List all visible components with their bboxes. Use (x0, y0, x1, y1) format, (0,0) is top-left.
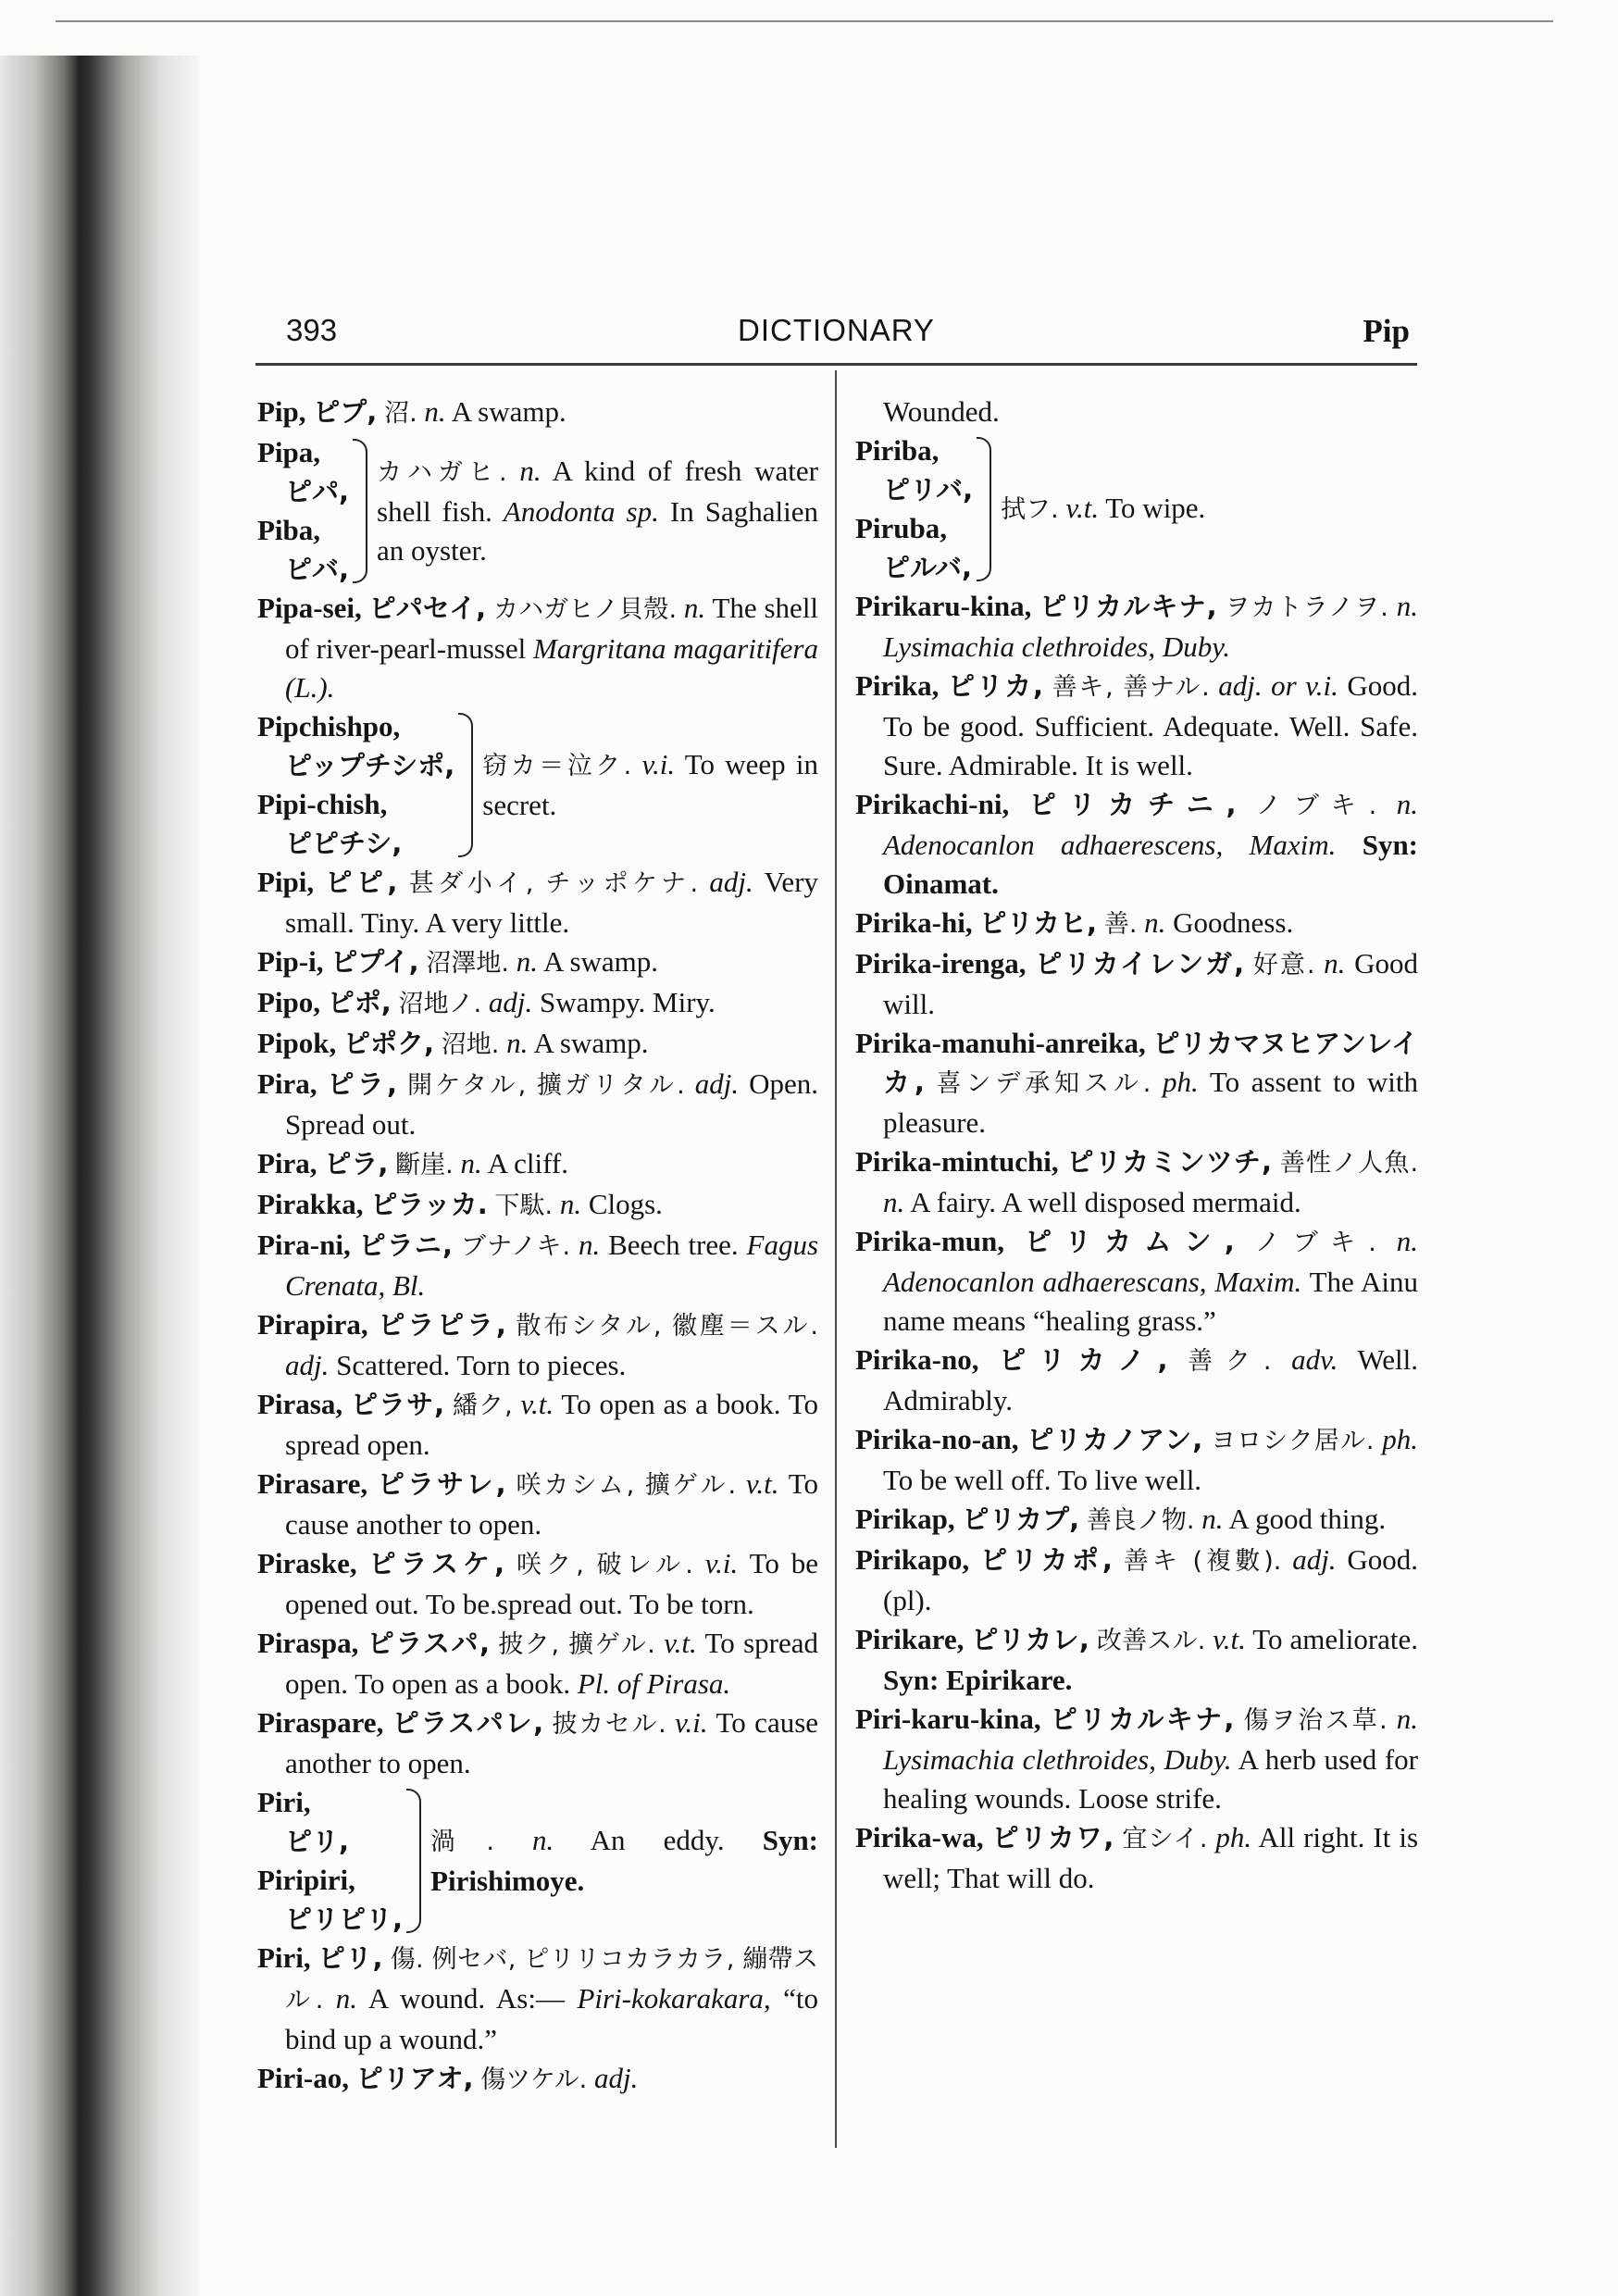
part-of-speech: adj. (488, 986, 533, 1018)
japanese-gloss: 善良ノ物. (1086, 1506, 1195, 1535)
japanese-gloss: 披カセル. (552, 1710, 666, 1739)
grouped-entry (257, 1783, 818, 1939)
synonym: Syn: Oinamat. (883, 829, 1419, 900)
part-of-speech: v.t. (1065, 492, 1100, 524)
headword: Piri-ao, (257, 2062, 349, 2094)
headword-kana: ピラスケ, (368, 1548, 505, 1579)
column-divider (835, 370, 837, 2148)
headword: Pipok, (257, 1027, 337, 1059)
part-of-speech: v.t. (664, 1627, 697, 1659)
dictionary-entry (855, 1420, 1418, 1500)
japanese-gloss: ブナノキ. (460, 1232, 571, 1261)
dictionary-entry (257, 1385, 818, 1465)
headword-kana: ピリカレ, (971, 1624, 1089, 1655)
headword: Piri, (257, 1941, 311, 1974)
part-of-speech: n. (1396, 788, 1419, 820)
part-of-speech: n. (1324, 947, 1346, 980)
headword: Pipa-sei, (257, 592, 362, 624)
dictionary-entry (855, 1620, 1418, 1700)
scientific-name: Margritana magaritifera (L.). (285, 632, 818, 704)
headword-kana: ピパ, (285, 476, 350, 507)
headword: Pirika-wa, (855, 1821, 984, 1853)
grouped-headwords (855, 431, 973, 587)
headword: Pirikap, (855, 1503, 955, 1535)
japanese-gloss: 開ケタル, 擴ガリタル. (407, 1071, 685, 1100)
japanese-gloss: 窃カ＝泣ク. (482, 752, 632, 780)
part-of-speech: v.t. (1213, 1623, 1246, 1655)
right-column (855, 393, 1418, 1898)
part-of-speech: adj. (709, 866, 753, 898)
headword-kana: ピリカポ, (979, 1544, 1113, 1576)
headword-kana: ピラッカ. (370, 1189, 488, 1220)
headword-kana: ピプイ, (330, 946, 419, 978)
definition: Good will. (883, 947, 1418, 1020)
headword-kana: ピリ, (317, 1942, 383, 1974)
headword: Pirika-irenga, (855, 947, 1027, 980)
definition-extra: The Ainu name means “healing grass.” (883, 1266, 1418, 1337)
dictionary-entry (257, 1465, 818, 1544)
headword: Pirika-manuhi-anreika, (855, 1027, 1146, 1059)
headword: Pirika, (855, 669, 940, 702)
part-of-speech: n. (1144, 906, 1166, 939)
synonym: Syn: Pirishimoye. (430, 1824, 819, 1897)
headword-kana: ピリカマヌヒアンレイカ, (883, 1028, 1418, 1098)
part-of-speech: v.i. (704, 1547, 739, 1579)
scientific-name: Lysimachia clethroides, Duby. (883, 1743, 1232, 1776)
definition: The shell of river-pearl-mussel (285, 592, 819, 665)
japanese-gloss: 改善スル. (1096, 1627, 1206, 1655)
dictionary-entry (855, 944, 1418, 1024)
top-rule (56, 20, 1553, 22)
headword: Pirikaru-kina, (855, 590, 1032, 622)
japanese-gloss: 咲ク, 破レル. (517, 1551, 693, 1579)
dictionary-entry (257, 863, 818, 942)
japanese-gloss: 好意. (1252, 951, 1315, 980)
scientific-name: Anodonta sp. (503, 495, 659, 528)
brace (977, 437, 991, 581)
grouped-entry (855, 431, 1418, 587)
definition: Swampy. Miry. (540, 986, 716, 1018)
japanese-gloss: 沼澤地. (426, 949, 509, 978)
dictionary-entry (855, 1142, 1418, 1222)
headword-kana: ピラ, (324, 1148, 389, 1179)
headword: Pirika-mun, (855, 1225, 1005, 1257)
definition: Goodness. (1173, 906, 1294, 939)
dictionary-entry (855, 1700, 1418, 1818)
definition: To be opened out. To be.spread out. To be torn. (285, 1547, 818, 1620)
book-spine-shadow (0, 56, 199, 2296)
definition-extra: In Saghalien an oyster. (377, 495, 818, 567)
definition-extra: “to bind up a wound.” (285, 1982, 819, 2055)
dictionary-entry (257, 942, 818, 983)
headword: Piriba, (855, 434, 940, 467)
japanese-gloss: 善ク. (1188, 1347, 1272, 1376)
japanese-gloss: 披ク, 擴ゲル. (498, 1630, 655, 1659)
dictionary-entry (257, 1624, 818, 1703)
dictionary-entry (257, 1065, 818, 1144)
entry-continuation (855, 393, 1418, 431)
part-of-speech: n. (578, 1229, 601, 1261)
part-of-speech: n. (1396, 1703, 1419, 1735)
definition: Good. To be good. Sufficient. Adequate. Well. Safe. Sure. Admirable. It is well. (883, 669, 1419, 781)
japanese-gloss: 喜ンデ承知スル. (936, 1069, 1151, 1098)
headword: Piripiri, (257, 1864, 355, 1896)
part-of-speech: n. (1201, 1503, 1224, 1535)
brace (458, 713, 473, 857)
synonym: Syn: Epirikare. (883, 1664, 1073, 1696)
part-of-speech: n. (559, 1188, 582, 1220)
headword-kana: ピパセイ, (368, 593, 487, 624)
headword-kana: ピルバ, (883, 552, 972, 583)
headword: Pirikare, (855, 1623, 965, 1655)
headword: Pirika-no, (855, 1343, 979, 1376)
definition: Scattered. Torn to pieces. (336, 1349, 627, 1381)
scientific-name: Pl. of Pirasa. (577, 1667, 731, 1700)
headword: Piraspa, (257, 1627, 359, 1659)
definition: A good thing. (1228, 1503, 1387, 1535)
headword: Pirakka, (257, 1188, 364, 1220)
japanese-gloss: 渦. (430, 1828, 494, 1856)
japanese-gloss: 傷. 例セバ, ピリリコカラカラ, 繃帶スル. (285, 1945, 818, 2015)
grouped-entry (257, 433, 818, 589)
headword-kana: ピポク, (343, 1028, 435, 1059)
headword: Pipi-chish, (257, 788, 388, 820)
definition: A swamp. (543, 945, 659, 978)
grouped-headwords (257, 1783, 403, 1939)
definition: A swamp. (451, 395, 566, 428)
headword-kana: ピラサレ, (377, 1468, 506, 1500)
headword: Pip-i, (257, 945, 324, 978)
japanese-gloss: 下駄. (494, 1192, 554, 1220)
japanese-gloss: 善. (1103, 910, 1138, 939)
part-of-speech: v.i. (641, 748, 676, 780)
part-of-speech: adj. (694, 1067, 740, 1100)
headword: Pirika-mintuchi, (855, 1145, 1059, 1178)
japanese-gloss: 沼地ノ. (398, 990, 482, 1018)
definition-extra: A herb used for healing wounds. Loose strife. (883, 1743, 1419, 1815)
grouped-definition (377, 452, 818, 570)
headword-kana: ピポ, (327, 987, 392, 1018)
headword-kana: ピバ, (285, 554, 350, 585)
headword: Piraske, (257, 1547, 357, 1579)
grouped-definition (1001, 489, 1418, 530)
headword-kana: ピリカムン, (1025, 1226, 1235, 1257)
dictionary-entry (855, 1541, 1418, 1620)
headword-kana: ピリカワ, (991, 1822, 1114, 1853)
headword: Pipo, (257, 986, 321, 1018)
headword-kana: ピリ, (285, 1826, 350, 1857)
headword-kana: ピリカチニ, (1028, 789, 1237, 820)
definition: To wipe. (1105, 492, 1206, 524)
part-of-speech: ph. (1215, 1821, 1252, 1853)
part-of-speech: n. (519, 455, 541, 487)
definition: An eddy. (590, 1824, 725, 1856)
headword-kana: ピリバ, (883, 474, 974, 505)
part-of-speech: n. (683, 592, 706, 624)
japanese-gloss: 咲カシム, 擴ゲル. (516, 1471, 737, 1500)
dictionary-entry (257, 1939, 818, 2059)
dictionary-entry (855, 785, 1418, 904)
part-of-speech: adv. (1291, 1343, 1338, 1376)
dictionary-entry (257, 1185, 818, 1226)
part-of-speech: ph. (1382, 1423, 1419, 1455)
headword-kana: ピリカルキナ, (1039, 591, 1217, 622)
headword-kana: ピピ, (325, 867, 398, 898)
page-number: 393 (286, 313, 338, 347)
japanese-gloss: 沼. (384, 399, 417, 428)
headword-kana: ピリカノアン, (1027, 1424, 1203, 1455)
dictionary-entry (257, 393, 818, 433)
guide-word: Pip (1363, 313, 1410, 349)
headword: Pirapira, (257, 1308, 368, 1341)
japanese-gloss: ノブキ. (1256, 792, 1377, 820)
headword: Piruba, (855, 512, 948, 544)
definition: Well. Admirably. (883, 1343, 1418, 1416)
part-of-speech: n. (460, 1147, 482, 1179)
definition: A swamp. (533, 1027, 649, 1059)
part-of-speech: adj. (1292, 1543, 1337, 1576)
headword-kana: ピピチシ, (285, 828, 403, 859)
definition: A cliff. (487, 1147, 568, 1179)
japanese-gloss: 拭フ. (1001, 495, 1059, 524)
brace (406, 1789, 421, 1933)
headword-kana: ピリピリ, (285, 1903, 404, 1935)
part-of-speech: n. (1396, 590, 1418, 622)
headword-kana: ピリカイレンガ, (1035, 948, 1245, 980)
japanese-gloss: 善キ (複數). (1123, 1547, 1282, 1576)
dictionary-entry (855, 904, 1418, 944)
definition: To assent to with pleasure. (883, 1066, 1418, 1139)
dictionary-entry (257, 1703, 818, 1783)
dictionary-entry (855, 1818, 1418, 1898)
part-of-speech: n. (335, 1982, 358, 2015)
headword: Pira, (257, 1147, 317, 1179)
headword-kana: ピリカルキナ, (1050, 1703, 1235, 1735)
grouped-headwords (257, 707, 454, 863)
dictionary-entry (855, 1222, 1418, 1341)
scientific-name: Lysimachia clethroides, Duby. (883, 630, 1231, 663)
part-of-speech: n. (516, 945, 538, 978)
definition: To ameliorate. (1252, 1623, 1419, 1655)
dictionary-entry (257, 589, 818, 707)
headword-kana: ピリカ, (947, 670, 1044, 702)
dictionary-entry (855, 587, 1418, 667)
headword: Pirasa, (257, 1388, 343, 1420)
scientific-name: Fagus Crenata, Bl. (285, 1229, 819, 1302)
dictionary-entry (257, 1144, 818, 1185)
headword: Pipa, (257, 436, 321, 468)
headword-kana: ピラ, (327, 1068, 398, 1100)
japanese-gloss: 斷崖. (395, 1151, 454, 1179)
dictionary-entry (257, 1305, 818, 1385)
part-of-speech: n. (1396, 1225, 1418, 1257)
headword-kana: ピラピラ, (378, 1309, 506, 1341)
grouped-entry (257, 707, 818, 863)
definition: Open. Spread out. (285, 1067, 818, 1141)
dictionary-entry (855, 1341, 1418, 1420)
part-of-speech: v.t. (520, 1388, 554, 1420)
headword: Piri, (257, 1786, 311, 1818)
headword-kana: ピラスパ, (367, 1628, 491, 1659)
part-of-speech: n. (506, 1027, 529, 1059)
headword-kana: ピリカミンツチ, (1066, 1146, 1272, 1178)
grouped-definition (430, 1821, 818, 1901)
definition: To cause another to open. (285, 1467, 819, 1541)
headword-kana: ピリカヒ, (979, 907, 1098, 939)
japanese-gloss: 甚ダ小イ, チッポケナ. (408, 869, 699, 898)
scientific-name: Piri-kokarakara, (577, 1982, 771, 2015)
dictionary-entry (257, 1544, 818, 1624)
definition: A kind of fresh water shell fish. (377, 455, 818, 528)
dictionary-entry (257, 1226, 818, 1305)
dictionary-entry (855, 1024, 1418, 1142)
headword: Pirasare, (257, 1467, 368, 1500)
headword-kana: ピリカノ, (999, 1344, 1168, 1376)
part-of-speech: adj. (593, 2062, 639, 2094)
dictionary-entry (855, 667, 1418, 785)
japanese-gloss: ノブキ. (1254, 1229, 1376, 1257)
dictionary-entry (855, 1500, 1418, 1541)
left-column (257, 393, 818, 2100)
headword-kana: ピプ, (313, 396, 378, 428)
header-rule (255, 363, 1417, 366)
definition: Clogs. (588, 1188, 663, 1220)
japanese-gloss: 善性ノ人魚. (1279, 1149, 1419, 1178)
japanese-gloss: カハガヒ. (377, 458, 507, 487)
headword: Pirika-no-an, (855, 1423, 1019, 1455)
headword: Pirika-hi, (855, 906, 973, 939)
headword: Pipchishpo, (257, 710, 401, 742)
definition: To open as a book. To spread open. (285, 1388, 819, 1461)
japanese-gloss: カハガヒノ貝殼. (493, 595, 678, 624)
dictionary-entry (257, 2059, 818, 2100)
headword-kana: ピップチシポ, (285, 750, 455, 781)
definition: Good. (pl). (883, 1543, 1419, 1616)
japanese-gloss: 沼地. (441, 1030, 500, 1059)
part-of-speech: ph. (1162, 1066, 1199, 1098)
part-of-speech: adj. or v.i. (1218, 669, 1338, 702)
grouped-headwords (257, 433, 349, 589)
japanese-gloss: 傷ツケル. (480, 2065, 588, 2094)
definition: Wounded. (883, 395, 1000, 428)
definition: To cause another to open. (285, 1706, 819, 1779)
japanese-gloss: 傷ヲ治ス草. (1243, 1706, 1388, 1735)
japanese-gloss: 散布シタル, 徽塵＝スル. (516, 1312, 818, 1341)
scientific-name: Adenocanlon adhaerescens, Maxim. (883, 829, 1337, 861)
definition: To weep in secret. (482, 748, 818, 821)
part-of-speech: v.t. (745, 1467, 779, 1500)
part-of-speech: adj. (285, 1349, 330, 1381)
part-of-speech: n. (883, 1186, 905, 1218)
definition: A wound. As:— (367, 1982, 565, 2015)
dictionary-entry (257, 983, 818, 1024)
brace (353, 439, 367, 583)
japanese-gloss: ヲカトラノヲ. (1225, 593, 1388, 622)
headword-kana: ピラスパレ, (392, 1707, 544, 1739)
grouped-definition (482, 745, 818, 825)
headword-kana: ピラサ, (350, 1389, 445, 1420)
headword: Pipi, (257, 866, 315, 898)
headword: Pira-ni, (257, 1229, 351, 1261)
headword: Pirikachi-ni, (855, 788, 1010, 820)
running-title: DICTIONARY (738, 313, 935, 347)
japanese-gloss: 宜シイ. (1122, 1825, 1208, 1853)
definition: Beech tree. (608, 1229, 739, 1261)
headword: Pirikapo, (855, 1543, 970, 1576)
definition: To spread open. To open as a book. (285, 1627, 819, 1700)
definition: To be well off. To live well. (883, 1464, 1202, 1496)
headword: Piraspare, (257, 1706, 384, 1739)
definition: A fairy. A well disposed mermaid. (910, 1186, 1301, 1218)
scientific-name: Adenocanlon adhaerescans, Maxim. (883, 1266, 1302, 1298)
japanese-gloss: 繙ク, (453, 1391, 513, 1420)
part-of-speech: n. (532, 1824, 554, 1856)
dictionary-entry (257, 1024, 818, 1065)
headword-kana: ピラニ, (358, 1229, 454, 1261)
page-header (255, 306, 1417, 361)
definition: Very small. Tiny. A very little. (285, 866, 819, 939)
japanese-gloss: 善キ, 善ナル. (1052, 673, 1210, 702)
part-of-speech: v.i. (675, 1706, 708, 1739)
headword: Pira, (257, 1067, 317, 1100)
headword-kana: ピリアオ, (355, 2063, 474, 2094)
japanese-gloss: ヨロシク居ル. (1211, 1427, 1375, 1455)
headword-kana: ピリカプ, (962, 1504, 1080, 1535)
headword: Pip, (257, 395, 306, 428)
definition: All right. It is well; That will do. (883, 1821, 1419, 1894)
headword: Piri-karu-kina, (855, 1703, 1041, 1735)
part-of-speech: n. (424, 395, 446, 428)
headword: Piba, (257, 514, 321, 546)
